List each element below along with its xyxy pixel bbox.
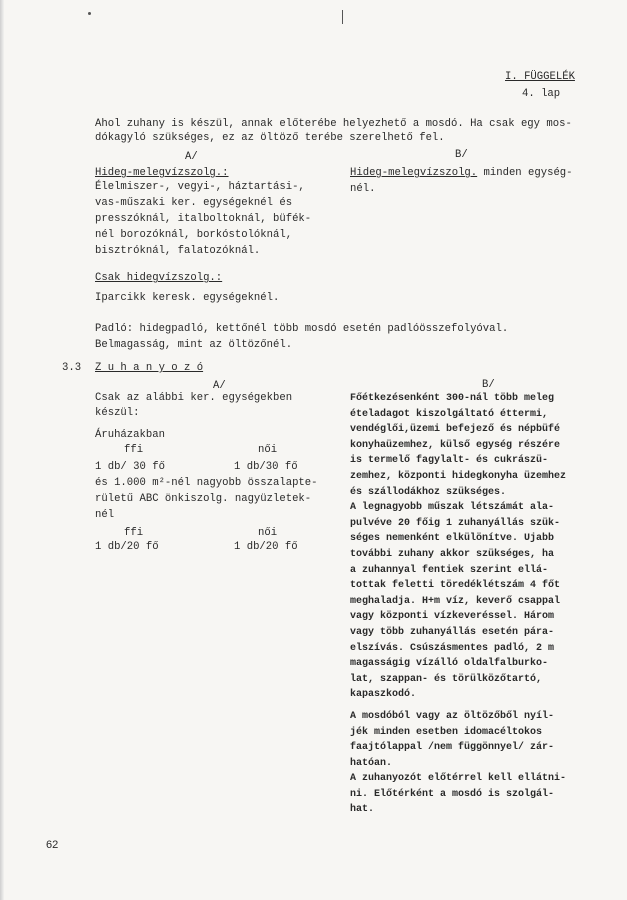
shower-a-label: A/ <box>213 380 226 392</box>
hot-cold-b-line-2: nél. <box>350 183 376 195</box>
scan-mark <box>342 10 343 24</box>
shower-b-p1-line: a zuhannyal fentiek szerint ellá- <box>350 564 549 576</box>
shower-b-p1-line: ételadagot kiszolgáltató éttermi, <box>350 408 549 420</box>
section-title: Z u h a n y o z ó <box>95 362 204 374</box>
shower-a-male-heading: ffi <box>124 444 144 456</box>
shower-a-ratio-female-2: 1 db/20 fő <box>234 541 298 553</box>
shower-b-p2-line: A mosdóból vagy az öltözőből nyíl- <box>350 711 555 722</box>
shower-b-p1-line: további zuhany akkor szükséges, ha <box>350 549 555 560</box>
shower-a-female-heading: női <box>258 444 278 456</box>
hot-cold-a-line: Élelmiszer-, vegyi-, háztartási-, <box>95 181 305 193</box>
shower-b-p2-line: faajtólappal /nem függönnyel/ zár- <box>350 742 555 754</box>
shower-b-p1-line: Főétkezésenként 300-nál több meleg <box>350 393 555 404</box>
hot-cold-a-line: nél borozóknál, borkóstolóknál, <box>95 229 293 241</box>
shower-b-p3-line: A zuhanyozót előtérrel kell ellátni- <box>350 773 567 784</box>
hot-cold-b-title: Hideg-melegvízszolg. <box>350 167 478 179</box>
shower-b-p3-line: hat. <box>350 804 375 816</box>
shower-a-middle-line: nél <box>95 509 115 521</box>
floor-line-1: Padló: hidegpadló, kettőnél több mosdó esetén padlóösszefolyóval. <box>95 323 509 335</box>
shower-b-p2-line: jék minden esetben idomacéltokos <box>350 726 543 738</box>
shower-a-ratio-male-2: 1 db/20 fő <box>95 541 159 553</box>
shower-a-female-heading-2: női <box>258 527 278 539</box>
shower-b-p3-line: ni. Előtérként a mosdó is szolgál- <box>350 788 555 800</box>
shower-b-p1-line: vagy több zuhanyállás esetén pára- <box>350 627 555 638</box>
cold-only-text: Iparcikk keresk. egységeknél. <box>95 292 280 304</box>
shower-b-p1-line: meghaladja. H+m víz, keverő csappal <box>350 595 561 607</box>
hot-cold-b-line-1 <box>350 166 573 180</box>
page-reference: 4. lap <box>522 88 561 100</box>
cold-only-title: Csak hidegvízszolg.: <box>95 272 223 284</box>
shower-b-p1-line: is termelő fagylalt- és cukrászü- <box>350 455 549 467</box>
shower-b-p1-line: A legnagyobb műszak létszámát ala- <box>350 502 555 514</box>
shower-b-label: B/ <box>482 379 495 391</box>
shower-b-p1-line: konyhaüzemhez, külső egység részére <box>350 439 561 451</box>
column-b-label: B/ <box>455 149 468 161</box>
page-number: 62 <box>46 839 59 851</box>
hot-cold-a-line: presszóknál, italboltoknál, büfék- <box>95 213 312 225</box>
hot-cold-a-title: Hideg-melegvízszolg.: <box>95 167 229 179</box>
shower-a-stores: Áruházakban <box>95 429 165 441</box>
shower-a-middle-line: rületű ABC önkiszolg. nagyüzletek- <box>95 493 312 505</box>
hot-cold-b-rest: minden egység- <box>477 167 573 179</box>
hot-cold-a-line: bisztróknál, falatozóknál. <box>95 245 261 257</box>
shower-a-intro-2: készül: <box>95 407 140 419</box>
shower-b-p1-line: zemhez, központi hidegkonyha üzemhez <box>350 471 567 482</box>
shower-a-intro-1: Csak az alábbi ker. egységekben <box>95 392 293 404</box>
shower-b-p1-line: és szállodákhoz szükséges. <box>350 486 507 498</box>
shower-b-p1-line: pulvéve 20 főig 1 zuhanyállás szük- <box>350 517 561 529</box>
shower-b-p1-line: elszívás. Csúszásmentes padló, 2 m <box>350 642 555 654</box>
shower-b-p1-line: kapaszkodó. <box>350 689 417 701</box>
section-number: 3.3 <box>62 362 82 374</box>
column-a-label: A/ <box>185 151 198 163</box>
shower-b-p2-line: hatóan. <box>350 757 393 769</box>
shower-a-ratio-female: 1 db/30 fő <box>234 461 298 473</box>
scan-speck <box>88 12 91 15</box>
shower-a-middle-line: és 1.000 m²-nél nagyobb összalapte- <box>95 477 318 489</box>
shower-b-p1-line: magasságig vízálló oldalfalburko- <box>350 658 549 670</box>
shower-b-p1-line: lat, szappan- és törülközőtartó, <box>350 673 543 685</box>
scan-edge <box>0 0 4 900</box>
shower-b-p1-line: séges nemenként elkülönítve. Ujabb <box>350 533 555 545</box>
intro-line-2: dókagyló szükséges, ez az öltöző terébe szerelhető fel. <box>95 132 445 144</box>
appendix-title: I. FÜGGELÉK <box>505 71 575 83</box>
intro-line-1: Ahol zuhany is készül, annak előterébe helyezhető a mosdó. Ha csak egy mos- <box>95 118 572 130</box>
floor-line-2: Belmagasság, mint az öltözőnél. <box>95 339 293 351</box>
shower-b-p1-line: vagy központi vízkeveréssel. Három <box>350 611 555 623</box>
hot-cold-a-line: vas-műszaki ker. egységeknél és <box>95 197 293 209</box>
shower-a-male-heading-2: ffi <box>124 527 144 539</box>
shower-b-p1-line: vendéglői,üzemi befejező és népbüfé <box>350 424 561 436</box>
shower-a-ratio-male: 1 db/ 30 fő <box>95 461 165 473</box>
shower-b-p1-line: tottak feletti töredéklétszám 4 főt <box>350 580 561 592</box>
